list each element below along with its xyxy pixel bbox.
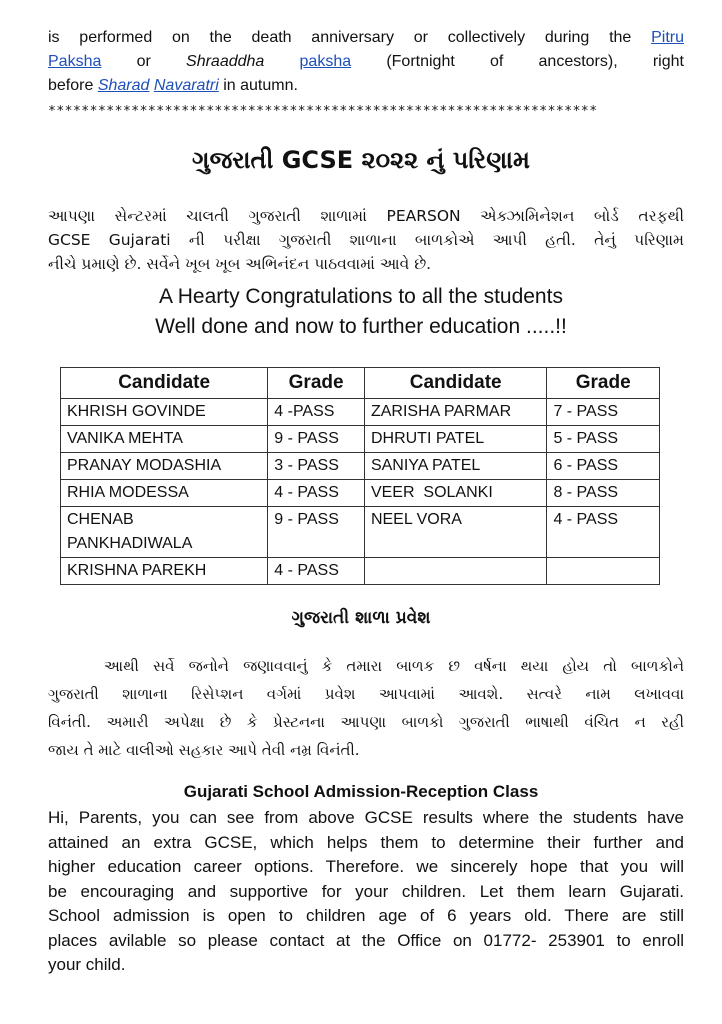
gujarati-school-line-4: જાય તે માટે વાલીઓ સહકાર આપે તેવી નમ્ર વિનંતી. [48, 741, 360, 759]
congrats-line-2: Well done and now to further education .....!! [155, 315, 567, 338]
gujarati-school-line-1: આથી સર્વે જનોને જણાવવાનું કે તમારા બાળક છ વર્ષના થયા હોય તો બાળકોને [104, 657, 684, 675]
candidate-grade: 9 - PASS [268, 507, 365, 558]
header-candidate: Candidate [61, 368, 268, 399]
gujarati-intro-line-2: GCSE Gujarati ની પરીક્ષા ગુજરાતી શાળાના બાળકોએ આપી હતી. તેનું પરિણામ [48, 231, 684, 249]
results-table [60, 367, 660, 585]
page-title: ગુજરાતી GCSE ૨૦૨૨ નું પરિણામ [192, 146, 530, 174]
table-row [61, 480, 660, 507]
table-row [61, 426, 660, 453]
candidate-name: RHIA MODESSA [61, 480, 268, 507]
candidate-grade: 8 - PASS [547, 480, 660, 507]
intro-paragraph [48, 26, 684, 98]
admission-line-2: attained an extra GCSE, which helps them to determine their further and [48, 832, 684, 852]
candidate-name: VANIKA MEHTA [61, 426, 268, 453]
candidate-grade [547, 558, 660, 585]
admission-line-7: your child. [48, 955, 126, 974]
school-admission-gujarati-title: ગુજરાતી શાળા પ્રવેશ [291, 608, 431, 628]
table-row [61, 399, 660, 426]
link-sharad[interactable]: Sharad [97, 77, 150, 94]
intro-line-2: Paksha or Shraaddha paksha (Fortnight of ancestors), right [48, 53, 684, 70]
congratulations-text [0, 282, 722, 342]
table-row [61, 558, 660, 585]
star-divider: ****************************************************************** [48, 104, 598, 119]
gujarati-school-paragraph [48, 652, 684, 764]
candidate-name: SANIYA PATEL [364, 453, 546, 480]
candidate-grade: 7 - PASS [547, 399, 660, 426]
candidate-name: NEEL VORA [364, 507, 546, 558]
candidate-grade: 4 -PASS [268, 399, 365, 426]
candidate-grade: 5 - PASS [547, 426, 660, 453]
link-pitru[interactable]: Pitru [651, 29, 684, 46]
header-candidate-2: Candidate [364, 368, 546, 399]
header-grade-2: Grade [547, 368, 660, 399]
admission-line-1: Hi, Parents, you can see from above GCSE results where the students have [48, 808, 684, 827]
table-row [61, 507, 660, 558]
admission-paragraph [48, 806, 684, 978]
candidate-name: CHENAB PANKHADIWALA [61, 507, 268, 558]
admission-line-6: places avilable so please contact at the Office on 01772- 253901 to enroll [48, 930, 684, 950]
admission-line-4: be encouraging and supportive for your children. Let them learn Gujarati. [48, 881, 684, 901]
candidate-name: DHRUTI PATEL [364, 426, 546, 453]
link-paksha[interactable]: Paksha [48, 53, 102, 70]
candidate-name: KRISHNA PAREKH [61, 558, 268, 585]
candidate-grade: 9 - PASS [268, 426, 365, 453]
candidate-grade: 6 - PASS [547, 453, 660, 480]
gujarati-intro-paragraph [48, 204, 684, 276]
congrats-line-1: A Hearty Congratulations to all the students [159, 285, 563, 308]
intro-line-3: before Sharad Navaratri in autumn. [48, 77, 298, 94]
intro-line-1: is performed on the death anniversary or collectively during the Pitru [48, 29, 684, 46]
candidate-name: KHRISH GOVINDE [61, 399, 268, 426]
candidate-name: ZARISHA PARMAR [364, 399, 546, 426]
link-paksha-2[interactable]: paksha [299, 53, 352, 70]
candidate-grade: 3 - PASS [268, 453, 365, 480]
candidate-grade: 4 - PASS [268, 480, 365, 507]
candidate-grade: 4 - PASS [268, 558, 365, 585]
admission-line-3: higher education career options. Therefore. we sincerely hope that you will [48, 857, 684, 876]
table-header-row [61, 368, 660, 399]
gujarati-intro-line-1: આપણા સેન્ટરમાં ચાલતી ગુજરાતી શાળામાં PEARSON એક્ઝામિનેશન બોર્ડ તરફથી [48, 207, 684, 225]
candidate-name [364, 558, 546, 585]
admission-line-5: School admission is open to children age of 6 years old. There are still [48, 906, 684, 925]
link-navaratri[interactable]: Navaratri [153, 77, 219, 94]
candidate-grade: 4 - PASS [547, 507, 660, 558]
gujarati-school-line-2: ગુજરાતી શાળાના રિસેપ્શન વર્ગમાં પ્રવેશ આપવામાં આવશે. સત્વરે નામ લખાવવા [48, 685, 684, 703]
header-grade: Grade [268, 368, 365, 399]
gujarati-intro-line-3: નીચે પ્રમાણે છે. સર્વેને ખૂબ ખૂબ અભિનંદન પાઠવવામાં આવે છે. [48, 255, 432, 273]
candidate-name: VEER SOLANKI [364, 480, 546, 507]
table-row [61, 453, 660, 480]
gujarati-school-line-3: વિનંતી. અમારી અપેક્ષા છે કે પ્રેસ્ટનના આપણા બાળકો ગુજરાતી ભાષાથી વંચિત ન રહી [48, 713, 684, 731]
admission-title: Gujarati School Admission-Reception Class [183, 782, 539, 801]
candidate-name: PRANAY MODASHIA [61, 453, 268, 480]
